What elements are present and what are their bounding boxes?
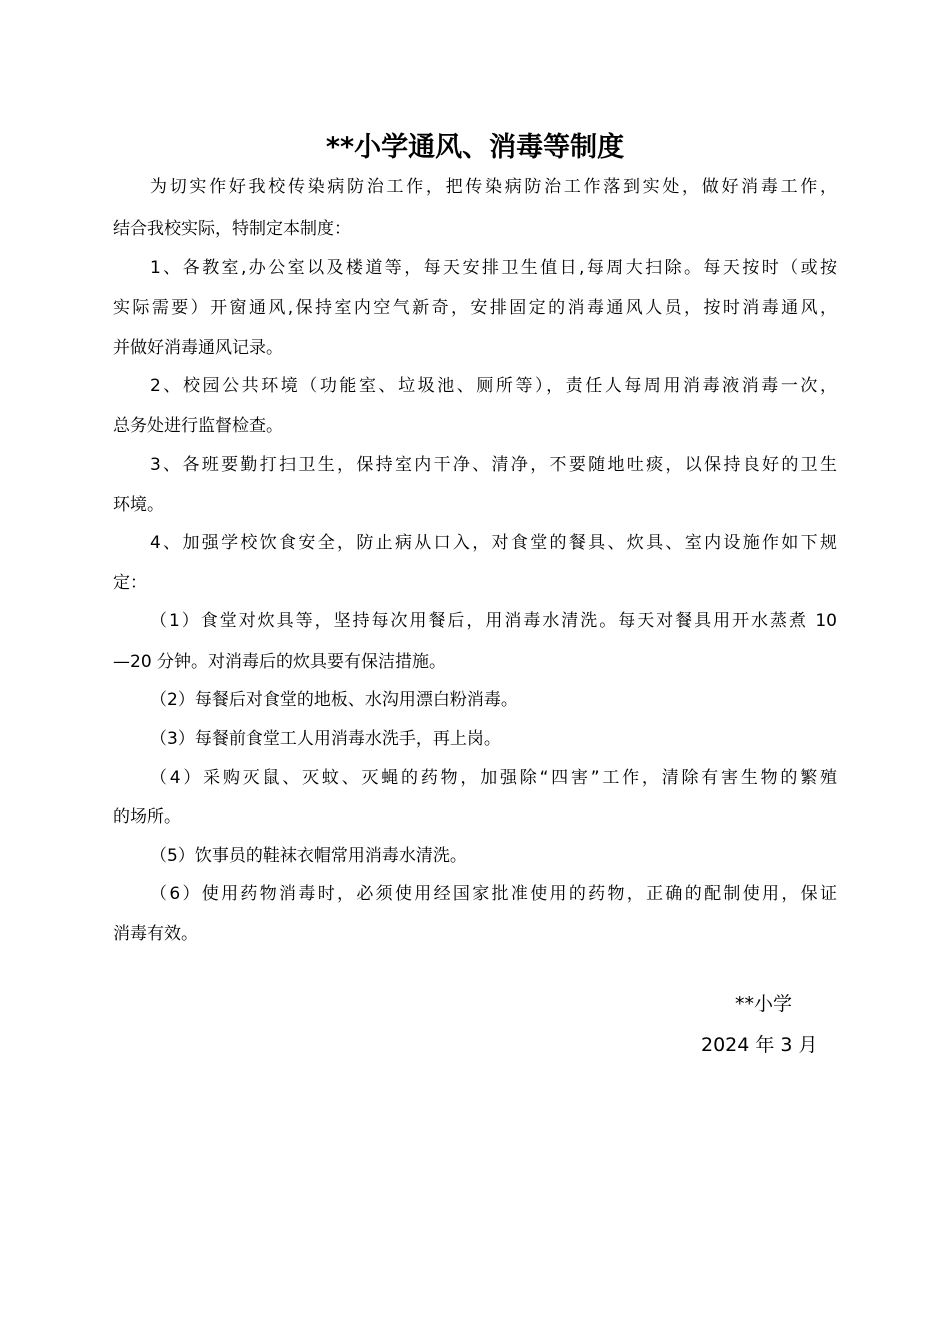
paragraph-line: 实际需要）开窗通风,保持室内空气新奇，安排固定的消毒通风人员，按时消毒通风， <box>113 298 837 318</box>
paragraph-line: （5）饮事员的鞋袜衣帽常用消毒水清洗。 <box>150 846 467 866</box>
paragraph-line: 1、各教室,办公室以及楼道等，每天安排卫生值日,每周大扫除。每天按时（或按 <box>150 258 837 278</box>
paragraph-line: 消毒有效。 <box>113 924 198 944</box>
paragraph-line: 为切实作好我校传染病防治工作，把传染病防治工作落到实处，做好消毒工作， <box>150 177 837 197</box>
paragraph-line: 环境。 <box>113 495 164 515</box>
paragraph-line: 结合我校实际，特制定本制度： <box>113 219 351 239</box>
paragraph-line: （4）采购灭鼠、灭蚊、灭蝇的药物，加强除“四害”工作，清除有害生物的繁殖 <box>150 768 837 788</box>
paragraph-line: 并做好消毒通风记录。 <box>113 338 283 358</box>
paragraph-line: 4、加强学校饮食安全，防止病从口入，对食堂的餐具、炊具、室内设施作如下规 <box>150 533 837 553</box>
paragraph-line: （2）每餐后对食堂的地板、水沟用漂白粉消毒。 <box>150 690 518 710</box>
signature-date: 2024 年 3 月 <box>701 1034 818 1056</box>
paragraph-line: 3、各班要勤打扫卫生，保持室内干净、清净，不要随地吐痰，以保持良好的卫生 <box>150 455 837 475</box>
paragraph-line: 2、校园公共环境（功能室、垃圾池、厕所等），责任人每周用消毒液消毒一次， <box>150 376 837 396</box>
paragraph-line: （3）每餐前食堂工人用消毒水洗手，再上岗。 <box>150 729 501 749</box>
signature-organization: **小学 <box>735 993 793 1015</box>
paragraph-line: （1）食堂对炊具等，坚持每次用餐后，用消毒水清洗。每天对餐具用开水蒸煮 10 <box>150 611 837 631</box>
paragraph-line: 总务处进行监督检查。 <box>113 416 283 436</box>
paragraph-line: 的场所。 <box>113 807 181 827</box>
paragraph-line: （6）使用药物消毒时，必须使用经国家批准使用的药物，正确的配制使用，保证 <box>150 884 837 904</box>
paragraph-line: —20 分钟。对消毒后的炊具要有保洁措施。 <box>113 652 447 672</box>
paragraph-line: 定： <box>113 573 147 593</box>
document-title: **小学通风、消毒等制度 <box>325 132 625 163</box>
